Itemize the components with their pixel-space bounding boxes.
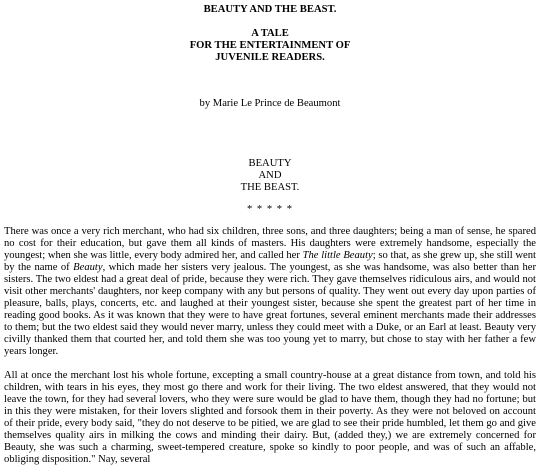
italic-text-run: The little Beauty bbox=[302, 250, 373, 261]
story-title bbox=[0, 158, 540, 194]
document-page bbox=[0, 4, 540, 465]
subtitle bbox=[0, 28, 540, 64]
text-run: There was once a very rich merchant, who had six children, three sons, and three daughters; being a man of sense, he spared no cost for their education, but gave them all kinds of masters. His daughters were extremely handsome, especially the youngest; when she was little, every body admired her, and called her bbox=[4, 226, 536, 261]
subtitle-line: FOR THE ENTERTAINMENT OF bbox=[189, 40, 351, 51]
book-title: BEAUTY AND THE BEAST. bbox=[203, 4, 337, 15]
text-run: , which made her sisters very jealous. The youngest, as she was handsome, was also better than her sisters. The two eldest had a great deal of pride, because they were rich. They gave themselves ridiculous airs, and would not visit other merchants' daughters, nor keep company with any but persons of quality. They went out every day upon parties of pleasure, balls, plays, concerts, etc. and laughed at their youngest sister, because she spent the greatest part of her time in reading good books. As it was known that they were to have great fortunes, several eminent merchants made their addresses to them; but the two eldest said they would never marry, unless they could meet with a Duke, or an Earl at least. Beauty very civilly thanked them that courted her, and told them she was too young yet to marry, but chose to stay with her father a few years longer. bbox=[4, 262, 536, 357]
story-title-line: THE BEAST. bbox=[240, 182, 300, 193]
paragraph bbox=[4, 370, 536, 466]
subtitle-line: A TALE bbox=[251, 28, 289, 39]
section-separator: * * * * * bbox=[246, 204, 294, 215]
italic-text-run: Beauty bbox=[73, 262, 103, 273]
text-run: All at once the merchant lost his whole fortune, excepting a small country-house at a great distance from town, and told his children, with tears in his eyes, they most go there and work for their living. The two eldest answered, that they would not leave the town, for they had several lovers, who they were sure would be glad to have them, though they had no fortune; but in this they were mistaken, for their lovers slighted and forsook them in their poverty. As they were not beloved on account of their pride, every body said, "they do not deserve to be pitied, we are glad to see their pride humbled, let them go and give themselves quality airs in milking the cows and minding their dairy. But, (added they,) we are extremely concerned for Beauty, she was such a charming, sweet-tempered creature, spoke so kindly to poor people, and was of such an affable, obliging disposition." Nay, several bbox=[4, 370, 536, 465]
story-title-line: AND bbox=[258, 170, 282, 181]
author-byline: by Marie Le Prince de Beaumont bbox=[199, 98, 341, 109]
story-title-line: BEAUTY bbox=[248, 158, 292, 169]
subtitle-line: JUVENILE READERS. bbox=[215, 52, 325, 63]
text-run: ; so that, as she grew up, she still went by the name of bbox=[4, 250, 536, 273]
paragraph bbox=[4, 226, 536, 358]
